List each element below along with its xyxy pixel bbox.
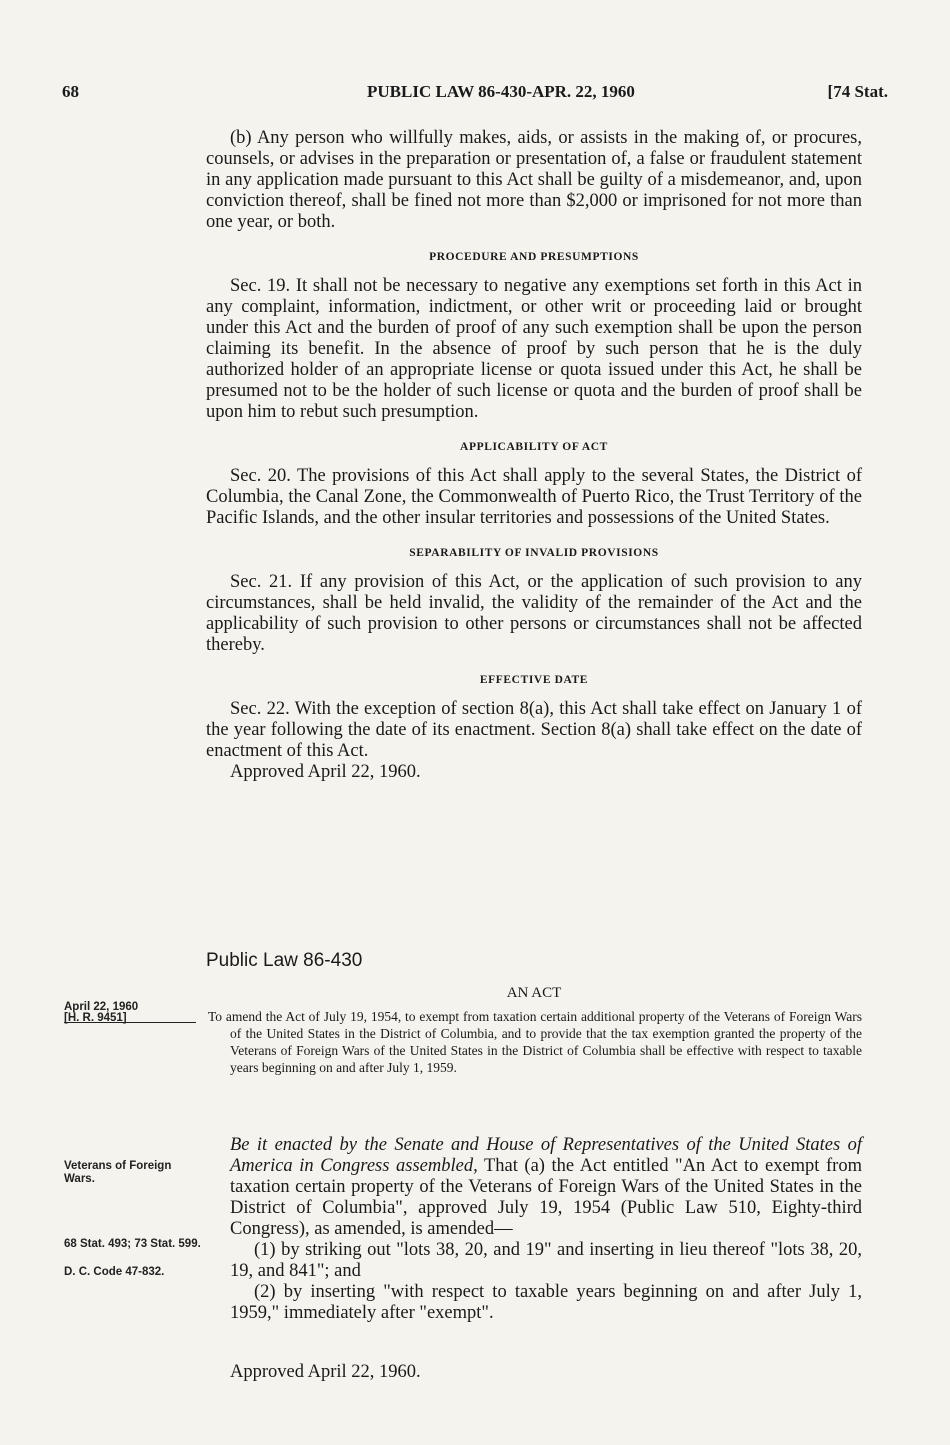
act-summary xyxy=(208,1008,862,1076)
public-law-title: Public Law 86-430 xyxy=(206,950,363,971)
section-20-text: Sec. 20. The provisions of this Act shall apply to the several States, the District of Columbia, the Canal Zone, the Commonwealth of Puerto Rico, the Trust Territory of the Pacific Islands, and the other insular territories and possessions of the United States. xyxy=(206,466,862,528)
section-heading: EFFECTIVE DATE xyxy=(479,674,589,686)
approved-date-law: Approved April 22, 1960. xyxy=(230,1362,421,1382)
section-heading: APPLICABILITY OF ACT xyxy=(460,441,608,453)
statute-volume: [74 Stat. xyxy=(827,82,888,101)
paragraph-b: (b) Any person who willfully makes, aids, or assists in the making of, or procures, counsels, or advises in the preparation or presentation of, a false or fraudulent statement in any application made pursuant to this Act shall be guilty of a misdemeanor, and, upon conviction thereof, shall be fined not more than $2,000 or imprisoned for not more than one year, or both. xyxy=(206,128,862,232)
amendment-item-1: (1) by striking out "lots 38, 20, and 19" and inserting in lieu thereof "lots 38, 20, 19, and 841"; and xyxy=(230,1240,862,1281)
margin-citation-stat: 68 Stat. 493; 73 Stat. 599. xyxy=(64,1238,201,1250)
act-summary-text: To amend the Act of July 19, 1954, to exempt from taxation certain additional property of the Veterans of Foreign Wars of the United States in the District of Columbia, and to provide that the tax exemption granted the property of the Veterans of Foreign Wars of the United States in the District of Columbia shall be effective with respect to taxable years beginning on and after July 1, 1959. xyxy=(208,1009,862,1075)
section-21-text: Sec. 21. If any provision of this Act, or the application of such provision to any circumstances, shall be held invalid, the validity of the remainder of the Act and the applicability of such provision to other persons or circumstances shall not be affected thereby. xyxy=(206,572,862,655)
page-number: 68 xyxy=(62,82,79,101)
enacting-clause: Be it enacted by the Senate and House of Representatives of the United States of America in Congress assembled, xyxy=(230,1135,862,1176)
section-19-text: Sec. 19. It shall not be necessary to negative any exemptions set forth in this Act in any complaint, information, indictment, or other writ or proceeding laid or brought under this Act and the burden of proof of any such exemption shall be upon the person claiming its benefit. In the absence of proof by such person that he is the duly authorized holder of an appropriate license or quota issued under this Act, he shall be presumed not to be the holder of such license or quota and the burden of proof shall be upon him to rebut such presumption. xyxy=(206,276,862,422)
enacting-text: That (a) the Act entitled "An Act to exempt from taxation certain property of the Veterans of Foreign Wars of the United States in the District of Columbia", approved July 19, 1954 (Public Law 510, Eighty-third Congress), as amended, is amended— xyxy=(230,1156,862,1239)
section-heading: SEPARABILITY OF INVALID PROVISIONS xyxy=(409,547,659,559)
margin-vfw: Veterans of Foreign Wars. xyxy=(64,1160,172,1185)
an-act-heading: AN ACT xyxy=(506,985,562,1001)
approved-date: Approved April 22, 1960. xyxy=(230,762,421,782)
running-title: PUBLIC LAW 86-430-APR. 22, 1960 xyxy=(367,82,635,101)
page-header xyxy=(62,82,888,106)
margin-bill-number: [H. R. 9451] xyxy=(64,1012,127,1024)
enacting-body xyxy=(230,1135,862,1324)
margin-rule xyxy=(64,1022,196,1023)
section-heading: PROCEDURE AND PRESUMPTIONS xyxy=(429,251,639,263)
amendment-item-2: (2) by inserting "with respect to taxable years beginning on and after July 1, 1959," immediately after "exempt". xyxy=(230,1282,862,1323)
section-22-text: Sec. 22. With the exception of section 8(a), this Act shall take effect on January 1 of the year following the date of its enactment. Section 8(a) shall take effect on the date of enactment of this Act. xyxy=(206,699,862,761)
main-column xyxy=(206,128,862,783)
margin-date: April 22, 1960 xyxy=(64,1001,139,1013)
margin-citation-dc-code: D. C. Code 47-832. xyxy=(64,1266,165,1278)
